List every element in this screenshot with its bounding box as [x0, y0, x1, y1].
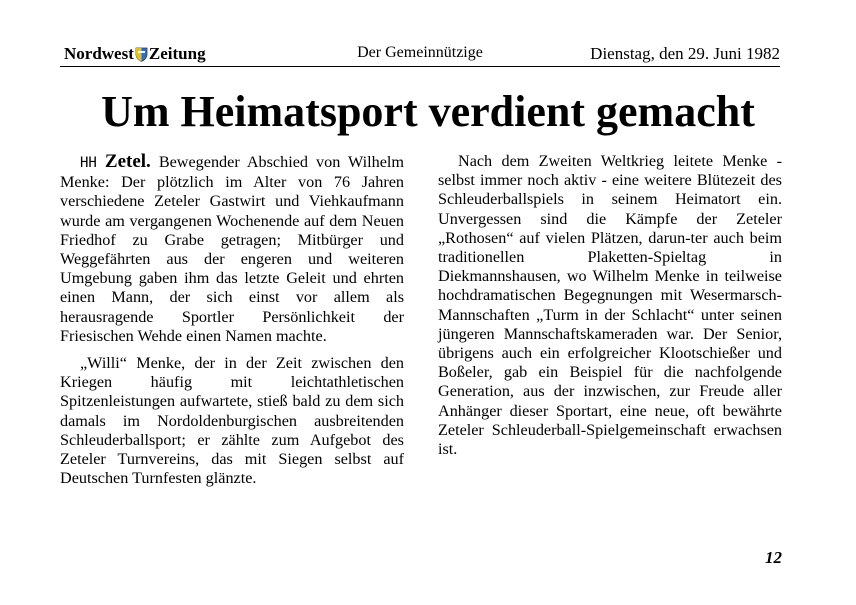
article-column-right: [438, 152, 782, 467]
paragraph-2: „Willi“ Menke, der in der Zeit zwischen den Kriegen häufig mit leichtathletischen Spitzenleistungen aufwartete, stieß bald zu dem sich damals im Nordoldenburgischen ausbreitenden Schleuderballsport; er zählte zum Aufgebot des Zeteler Turnvereins, das mit Siegen selbst auf Deutschen Turnfesten glänzte.: [60, 354, 404, 488]
dateline: Zetel.: [104, 151, 151, 172]
paragraph-3: Nach dem Zweiten Weltkrieg leitete Menke - selbst immer noch aktiv - eine weitere Blütezeit des Schleuderballspiels in seinem Heimatort ein. Unvergessen sind die Kämpfe der Zeteler „Rothosen“ auf vielen Plätzen, darun-ter auch beim traditionellen Plaketten-Spieltag in Diekmannshausen, wo Wilhelm Menke in teilweise hochdramatischen Begegnungen mit Wesermarsch-Mannschaften „Turm in der Schlacht“ unter seinen jüngeren Mannschaftskameraden war. Der Senior, übrigens auch ein erfolgreicher Klootschießer und Boßeler, gab ein Beispiel für die nachfolgende Generation, aus der inzwischen, zur Freude aller Anhänger dieser Sportart, eine neue, oft bewährte Zeteler Schleuderball-Spielgemeinschaft erwachsen ist.: [438, 152, 782, 459]
page-number: 12: [765, 548, 782, 567]
masthead: [60, 44, 780, 67]
author-initials: HH: [80, 155, 97, 171]
brand-left: Nordwest: [64, 44, 134, 63]
issue-date: Dienstag, den 29. Juni 1982: [590, 44, 780, 63]
brand-right: Zeitung: [148, 44, 206, 63]
headline: Um Heimatsport verdient gemacht: [101, 87, 755, 136]
section-title: Der Gemeinnützige: [357, 44, 483, 61]
lead-text: Bewegender Abschied von Wilhelm Menke: Der plötzlich im Alter von 76 Jahren verschiedene Zeteler Gastwirt und Viehkaufmann wurde am vergangenen Wochenende auf dem Neuen Friedhof zu Grabe getragen; Mitbürger und Weggefährten aus der engeren und weiteren Umgebung gaben ihm das letzte Geleit und ehrten einen Mann, der sich einst vor allem als herausragende Sportler Persönlichkeit der Friesischen Wehde einen Namen machte.: [60, 153, 405, 345]
lead-paragraph: [60, 152, 404, 346]
article-column-left: [60, 152, 404, 496]
